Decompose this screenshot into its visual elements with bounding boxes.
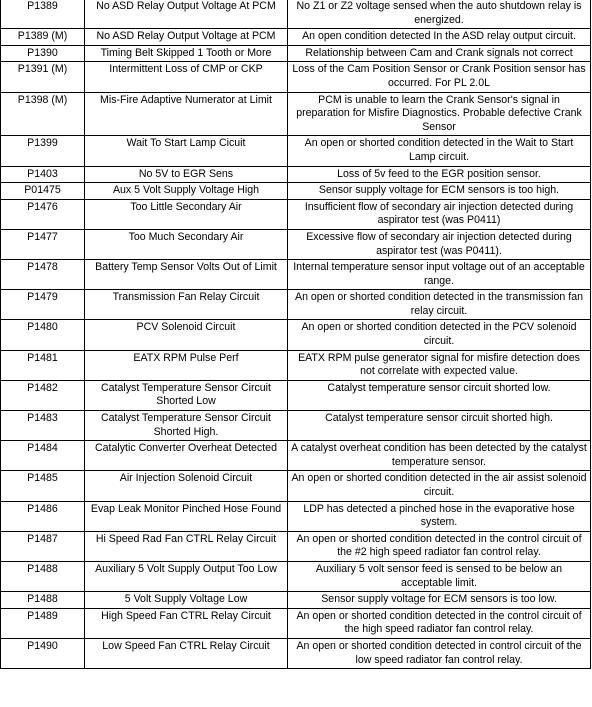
table-row	[1, 608, 591, 638]
dtc-code-cell: P1390	[1, 45, 85, 62]
dtc-code-cell: P1389 (M)	[1, 29, 85, 46]
dtc-description-cell: An open or shorted condition detected in control circuit of the low speed radiator fan control relay.	[288, 638, 591, 668]
table-row	[1, 183, 591, 200]
dtc-name-cell: No ASD Relay Output Voltage at PCM	[85, 29, 288, 46]
dtc-code-cell: P1389	[1, 0, 85, 29]
table-row	[1, 411, 591, 441]
dtc-description-cell: EATX RPM pulse generator signal for misfire detection does not correlate with expected value.	[288, 350, 591, 380]
dtc-description-cell: Auxiliary 5 volt sensor feed is sensed to be below an acceptable limit.	[288, 561, 591, 591]
dtc-code-cell: P1485	[1, 471, 85, 501]
dtc-name-cell: Too Little Secondary Air	[85, 199, 288, 229]
table-row	[1, 638, 591, 668]
dtc-description-cell: Excessive flow of secondary air injection detected during aspirator test (was P0411).	[288, 229, 591, 259]
dtc-code-cell: P1488	[1, 592, 85, 609]
dtc-name-cell: Aux 5 Volt Supply Voltage High	[85, 183, 288, 200]
dtc-name-cell: Wait To Start Lamp Cicuit	[85, 136, 288, 166]
dtc-code-cell: P1489	[1, 608, 85, 638]
dtc-name-cell: Catalyst Temperature Sensor Circuit Shorted High.	[85, 411, 288, 441]
dtc-name-cell: No 5V to EGR Sens	[85, 166, 288, 183]
table-row	[1, 136, 591, 166]
dtc-name-cell: No ASD Relay Output Voltage At PCM	[85, 0, 288, 29]
dtc-code-cell: P1490	[1, 638, 85, 668]
dtc-description-cell: Insufficient flow of secondary air injection detected during aspirator test (was P0411)	[288, 199, 591, 229]
dtc-code-cell: P1399	[1, 136, 85, 166]
dtc-code-cell: P1479	[1, 290, 85, 320]
dtc-name-cell: Evap Leak Monitor Pinched Hose Found	[85, 501, 288, 531]
dtc-description-cell: An open or shorted condition detected in the transmission fan relay circuit.	[288, 290, 591, 320]
dtc-code-cell: P1486	[1, 501, 85, 531]
dtc-description-cell: An open or shorted condition detected in the Wait to Start Lamp circuit.	[288, 136, 591, 166]
dtc-description-cell: LDP has detected a pinched hose in the evaporative hose system.	[288, 501, 591, 531]
dtc-name-cell: Battery Temp Sensor Volts Out of Limit	[85, 260, 288, 290]
dtc-code-cell: P1482	[1, 380, 85, 410]
trouble-code-rows	[1, 0, 591, 669]
table-row	[1, 592, 591, 609]
table-row	[1, 501, 591, 531]
dtc-name-cell: Low Speed Fan CTRL Relay Circuit	[85, 638, 288, 668]
dtc-description-cell: Loss of 5v feed to the EGR position sensor.	[288, 166, 591, 183]
dtc-description-cell: PCM is unable to learn the Crank Sensor's signal in preparation for Misfire Diagnostics. Probable defective Crank Sensor	[288, 92, 591, 136]
dtc-description-cell: An open condition detected In the ASD relay output circuit.	[288, 29, 591, 46]
dtc-name-cell: Catalytic Converter Overheat Detected	[85, 441, 288, 471]
dtc-description-cell: An open or shorted condition detected in the control circuit of the #2 high speed radiator fan control relay.	[288, 531, 591, 561]
dtc-code-cell: P1488	[1, 561, 85, 591]
table-row	[1, 199, 591, 229]
dtc-description-cell: An open or shorted condition detected in the air assist solenoid circuit.	[288, 471, 591, 501]
dtc-description-cell: Sensor supply voltage for ECM sensors is too high.	[288, 183, 591, 200]
dtc-code-cell: P1484	[1, 441, 85, 471]
dtc-code-cell: P1398 (M)	[1, 92, 85, 136]
dtc-name-cell: Mis-Fire Adaptive Numerator at Limit	[85, 92, 288, 136]
table-row	[1, 531, 591, 561]
dtc-code-cell: P1476	[1, 199, 85, 229]
dtc-name-cell: Air Injection Solenoid Circuit	[85, 471, 288, 501]
dtc-code-cell: P1483	[1, 411, 85, 441]
dtc-code-cell: P1481	[1, 350, 85, 380]
table-row	[1, 320, 591, 350]
dtc-code-cell: P1391 (M)	[1, 62, 85, 92]
dtc-code-cell: P1403	[1, 166, 85, 183]
dtc-description-cell: Loss of the Cam Position Sensor or Crank Position sensor has occurred. For PL 2.0L	[288, 62, 591, 92]
table-row	[1, 62, 591, 92]
dtc-name-cell: Catalyst Temperature Sensor Circuit Shorted Low	[85, 380, 288, 410]
table-row	[1, 45, 591, 62]
dtc-name-cell: High Speed Fan CTRL Relay Circuit	[85, 608, 288, 638]
dtc-name-cell: Timing Belt Skipped 1 Tooth or More	[85, 45, 288, 62]
table-row	[1, 166, 591, 183]
dtc-code-cell: P01475	[1, 183, 85, 200]
table-row	[1, 229, 591, 259]
dtc-description-cell: An open or shorted condition detected in the control circuit of the high speed radiator fan control relay.	[288, 608, 591, 638]
dtc-description-cell: An open or shorted condition detected in the PCV solenoid circuit.	[288, 320, 591, 350]
dtc-code-cell: P1478	[1, 260, 85, 290]
dtc-name-cell: 5 Volt Supply Voltage Low	[85, 592, 288, 609]
table-row	[1, 92, 591, 136]
dtc-name-cell: EATX RPM Pulse Perf	[85, 350, 288, 380]
dtc-description-cell: Relationship between Cam and Crank signals not correct	[288, 45, 591, 62]
dtc-description-cell: Sensor supply voltage for ECM sensors is too low.	[288, 592, 591, 609]
dtc-name-cell: PCV Solenoid Circuit	[85, 320, 288, 350]
dtc-description-cell: Catalyst temperature sensor circuit shorted low.	[288, 380, 591, 410]
dtc-name-cell: Intermittent Loss of CMP or CKP	[85, 62, 288, 92]
dtc-description-cell: Internal temperature sensor input voltage out of an acceptable range.	[288, 260, 591, 290]
dtc-code-cell: P1477	[1, 229, 85, 259]
dtc-name-cell: Auxiliary 5 Volt Supply Output Too Low	[85, 561, 288, 591]
table-row	[1, 290, 591, 320]
dtc-name-cell: Hi Speed Rad Fan CTRL Relay Circuit	[85, 531, 288, 561]
dtc-code-cell: P1480	[1, 320, 85, 350]
table-row	[1, 0, 591, 29]
table-row	[1, 441, 591, 471]
table-row	[1, 350, 591, 380]
table-row	[1, 380, 591, 410]
dtc-name-cell: Transmission Fan Relay Circuit	[85, 290, 288, 320]
dtc-description-cell: A catalyst overheat condition has been detected by the catalyst temperature sensor.	[288, 441, 591, 471]
table-row	[1, 29, 591, 46]
table-row	[1, 471, 591, 501]
dtc-description-cell: Catalyst temperature sensor circuit shorted high.	[288, 411, 591, 441]
dtc-code-cell: P1487	[1, 531, 85, 561]
table-row	[1, 561, 591, 591]
table-row	[1, 260, 591, 290]
dtc-description-cell: No Z1 or Z2 voltage sensed when the auto shutdown relay is energized.	[288, 0, 591, 29]
dtc-name-cell: Too Much Secondary Air	[85, 229, 288, 259]
